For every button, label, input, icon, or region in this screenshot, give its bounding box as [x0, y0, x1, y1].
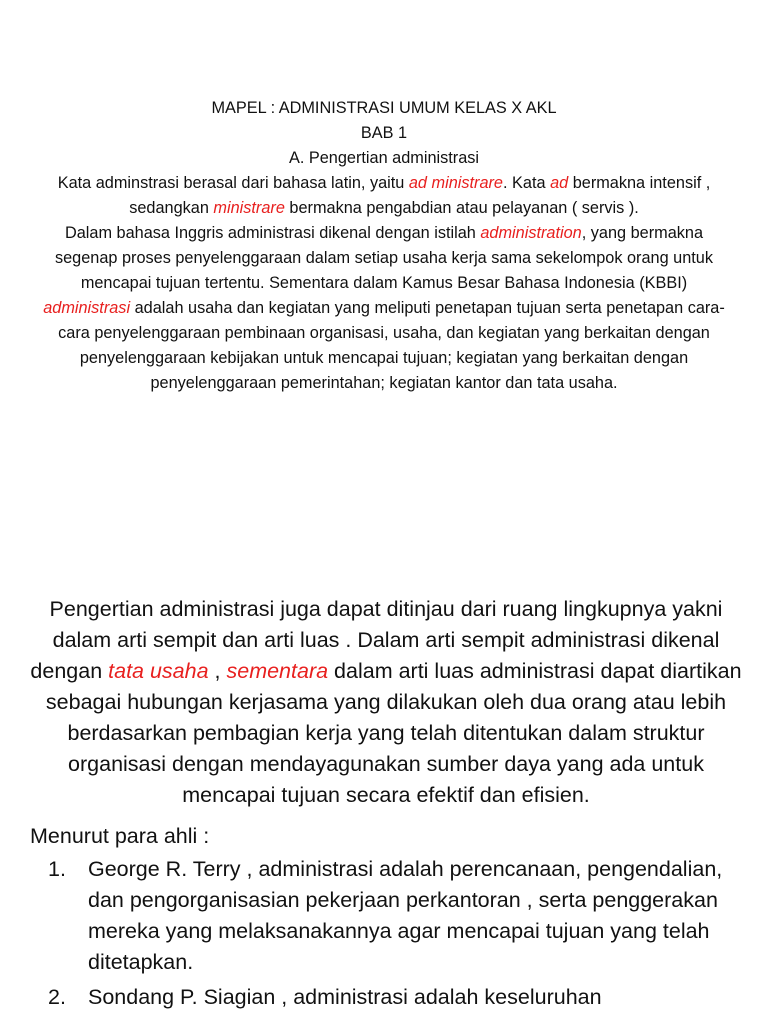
text: bermakna intensif , sedangkan	[129, 174, 711, 217]
term-administrasi: administrasi	[43, 299, 131, 317]
text: dalam arti luas administrasi dapat diartikan sebagai hubungan kerjasama yang dilakukan oleh dua orang atau lebih berdasarkan pembagian kerja yang telah ditentukan dalam struktur organisasi dengan mendayagunakan sumber daya yang ada untuk mencapai tujuan secara efektif dan efisien.	[45, 659, 742, 807]
section-heading: A. Pengertian administrasi	[288, 149, 480, 167]
text: . Kata	[502, 174, 551, 192]
term-ad: ad	[550, 174, 569, 192]
subject-title: MAPEL : ADMINISTRASI UMUM KELAS X AKL	[211, 99, 557, 117]
chapter-label: BAB 1	[360, 124, 408, 142]
text: adalah usaha dan kegiatan yang meliputi penetapan tujuan serta penetapan cara-cara penyelenggaraan pembinaan organisasi, usaha, dan kegiatan yang berkaitan dengan penyelenggaraan kebijakan untuk mencapai tujuan; kegiatan yang berkaitan dengan penyelenggaraan pemerintahan; kegiatan kantor dan tata usaha.	[58, 299, 725, 392]
bottom-slide	[30, 594, 742, 1017]
list-item	[30, 854, 742, 978]
paragraph-definition	[40, 221, 728, 396]
experts-heading: Menurut para ahli :	[30, 824, 210, 848]
list-number: 2.	[48, 985, 66, 1009]
experts-list	[30, 854, 742, 1013]
list-item	[30, 982, 742, 1013]
text: bermakna pengabdian atau pelayanan ( servis ).	[284, 199, 639, 217]
paragraph-etymology	[40, 171, 728, 221]
term-ad-ministrare: ad ministrare	[408, 174, 503, 192]
paragraph-scope	[30, 594, 742, 811]
term-administration: administration	[480, 224, 582, 242]
term-sementara: sementara	[226, 659, 329, 683]
text: , yang bermakna segenap proses penyelenggaraan dalam setiap usaha kerja sama sekelompok orang untuk mencapai tujuan tertentu. Sementara dalam Kamus Besar Bahasa Indonesia (KBBI)	[54, 224, 713, 292]
text: Pengertian administrasi juga dapat ditinjau dari ruang lingkupnya yakni dalam arti sempit dan arti luas . Dalam arti sempit administrasi dikenal dengan	[30, 597, 723, 683]
list-item-text: George R. Terry , administrasi adalah perencanaan, pengendalian, dan pengorganisasian pekerjaan perkantoran , serta penggerakan mereka yang melaksanakannya agar mencapai tujuan yang telah ditetapkan.	[88, 857, 723, 974]
term-tata-usaha: tata usaha	[108, 659, 209, 683]
list-item-text: Sondang P. Siagian , administrasi adalah keseluruhan	[88, 985, 602, 1009]
top-slide	[40, 96, 728, 396]
text: Kata adminstrasi berasal dari bahasa latin, yaitu	[57, 174, 409, 192]
list-number: 1.	[48, 857, 66, 881]
term-ministrare: ministrare	[213, 199, 285, 217]
text: Dalam bahasa Inggris administrasi dikenal dengan istilah	[64, 224, 481, 242]
text: ,	[208, 659, 227, 683]
